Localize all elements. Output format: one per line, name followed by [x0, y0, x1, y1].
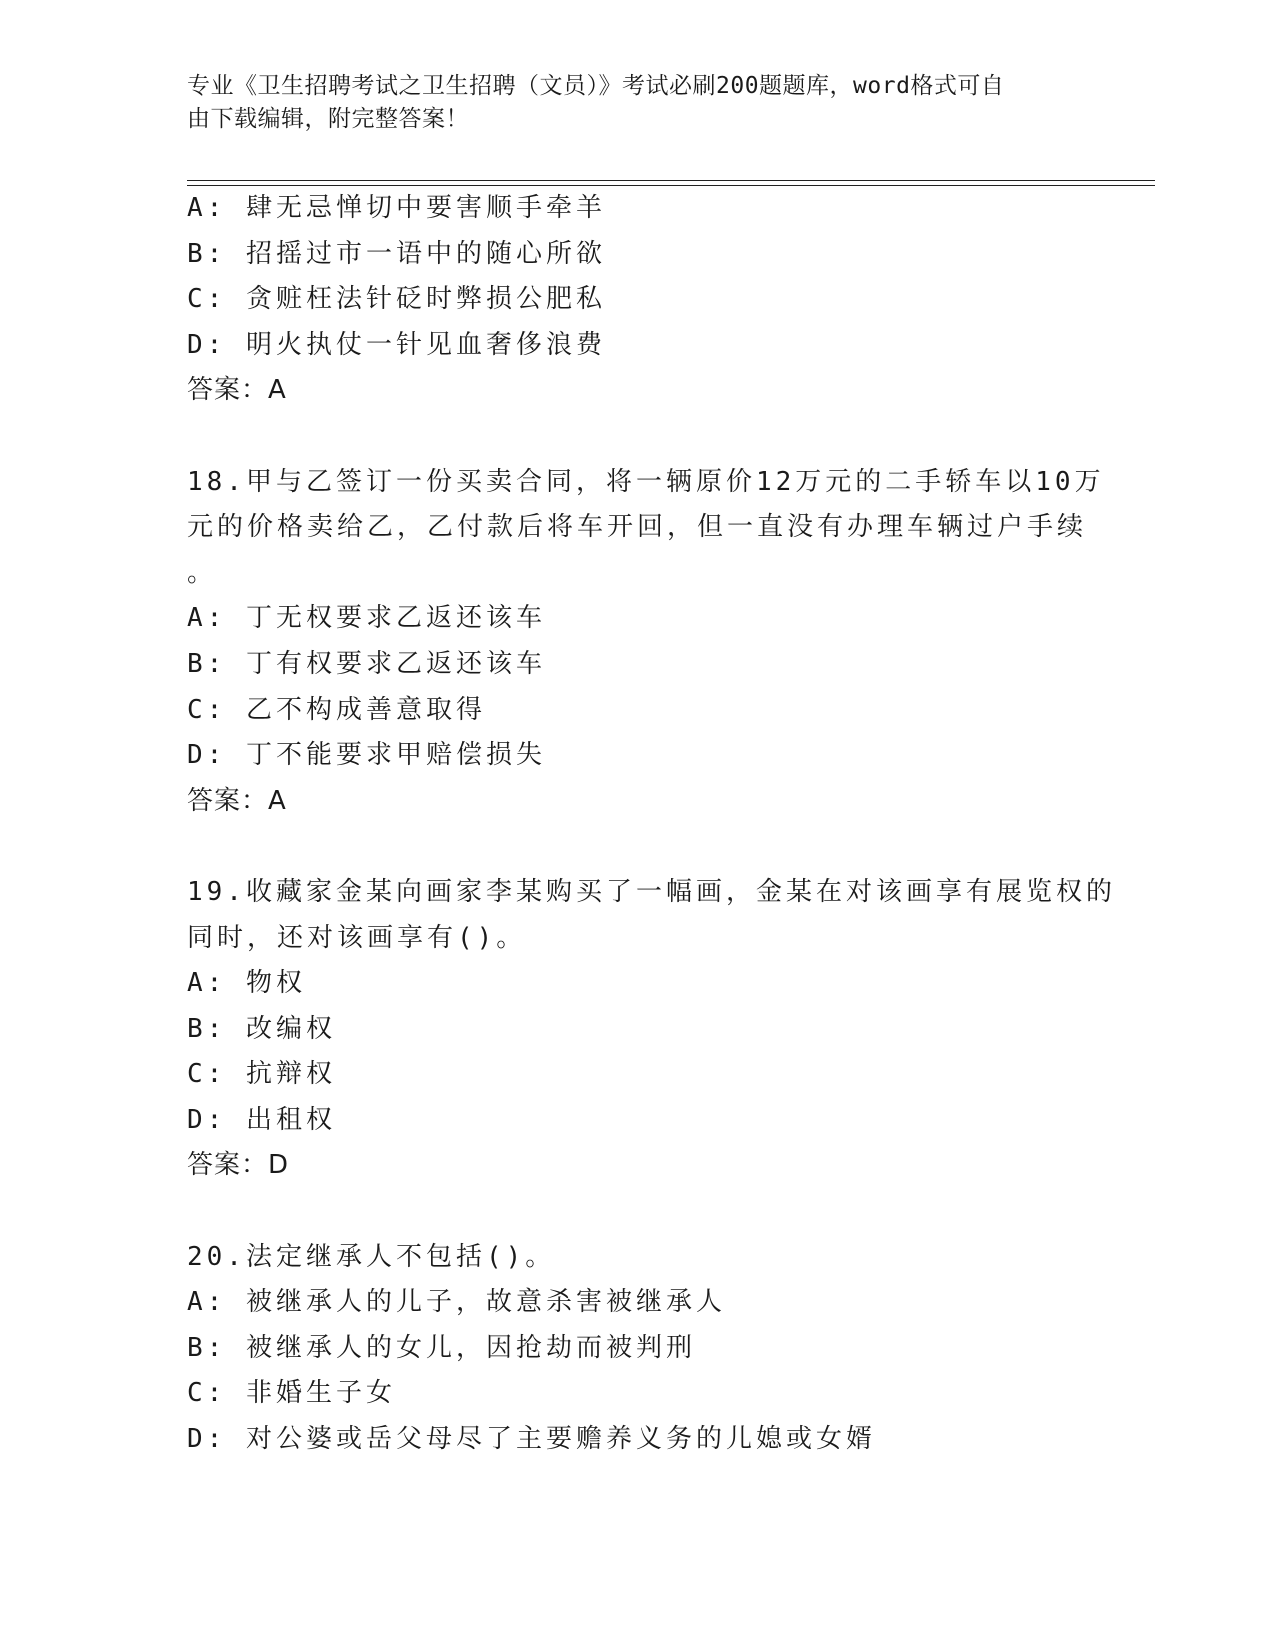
option-c: C: 非婚生子女: [187, 1378, 396, 1409]
option-b: B: 招摇过市一语中的随心所欲: [187, 238, 606, 269]
spacer: [187, 414, 1067, 460]
option-d: D: 丁不能要求甲赔偿损失: [187, 740, 546, 771]
option-b: B: 改编权: [187, 1013, 336, 1044]
answer: 答案：D: [187, 1150, 290, 1181]
option-a: A: 被继承人的儿子，故意杀害被继承人: [187, 1287, 726, 1318]
option-a: A: 肆无忌惮切中要害顺手牵羊: [187, 193, 606, 223]
document-header: [187, 70, 1067, 136]
header-line-1: 专业《卫生招聘考试之卫生招聘（文员）》考试必刷200题题库，word格式可自: [187, 73, 1005, 99]
option-b: B: 丁有权要求乙返还该车: [187, 648, 546, 679]
option-c: C: 贪赃枉法针砭时弊损公肥私: [187, 284, 606, 315]
question-stem-line-1: 19.收藏家金某向画家李某购买了一幅画，金某在对该画享有展览权的: [187, 876, 1116, 907]
option-a: A: 物权: [187, 968, 306, 999]
option-d: D: 出租权: [187, 1104, 336, 1135]
option-c: C: 乙不构成善意取得: [187, 694, 486, 725]
header-line-2: 由下载编辑，附完整答案！: [187, 106, 469, 132]
option-a: A: 丁无权要求乙返还该车: [187, 603, 546, 634]
answer: 答案：A: [187, 785, 287, 816]
header-divider-top: [187, 180, 1155, 181]
answer: 答案：A: [187, 375, 287, 406]
question-list: [187, 186, 1116, 1463]
spacer: [187, 1189, 1067, 1235]
question-stem-line-1: 20.法定继承人不包括()。: [187, 1241, 556, 1272]
question-stem-line-3: 。: [187, 557, 218, 588]
question-20: [187, 1235, 1067, 1463]
option-d: D: 对公婆或岳父母尽了主要赡养义务的儿媳或女婿: [187, 1424, 876, 1455]
question-18: [187, 460, 1105, 825]
spacer: [187, 824, 1067, 870]
option-b: B: 被继承人的女儿，因抢劫而被判刑: [187, 1332, 696, 1363]
question-stem-line-1: 18.甲与乙签订一份买卖合同，将一辆原价12万元的二手轿车以10万: [187, 466, 1105, 497]
question-stem-line-2: 元的价格卖给乙，乙付款后将车开回，但一直没有办理车辆过户手续: [187, 512, 1088, 543]
question-17: [187, 186, 1067, 414]
option-c: C: 抗辩权: [187, 1059, 336, 1090]
question-19: [187, 870, 1116, 1189]
option-d: D: 明火执仗一针见血奢侈浪费: [187, 329, 606, 360]
question-stem-line-2: 同时，还对该画享有()。: [187, 922, 527, 953]
